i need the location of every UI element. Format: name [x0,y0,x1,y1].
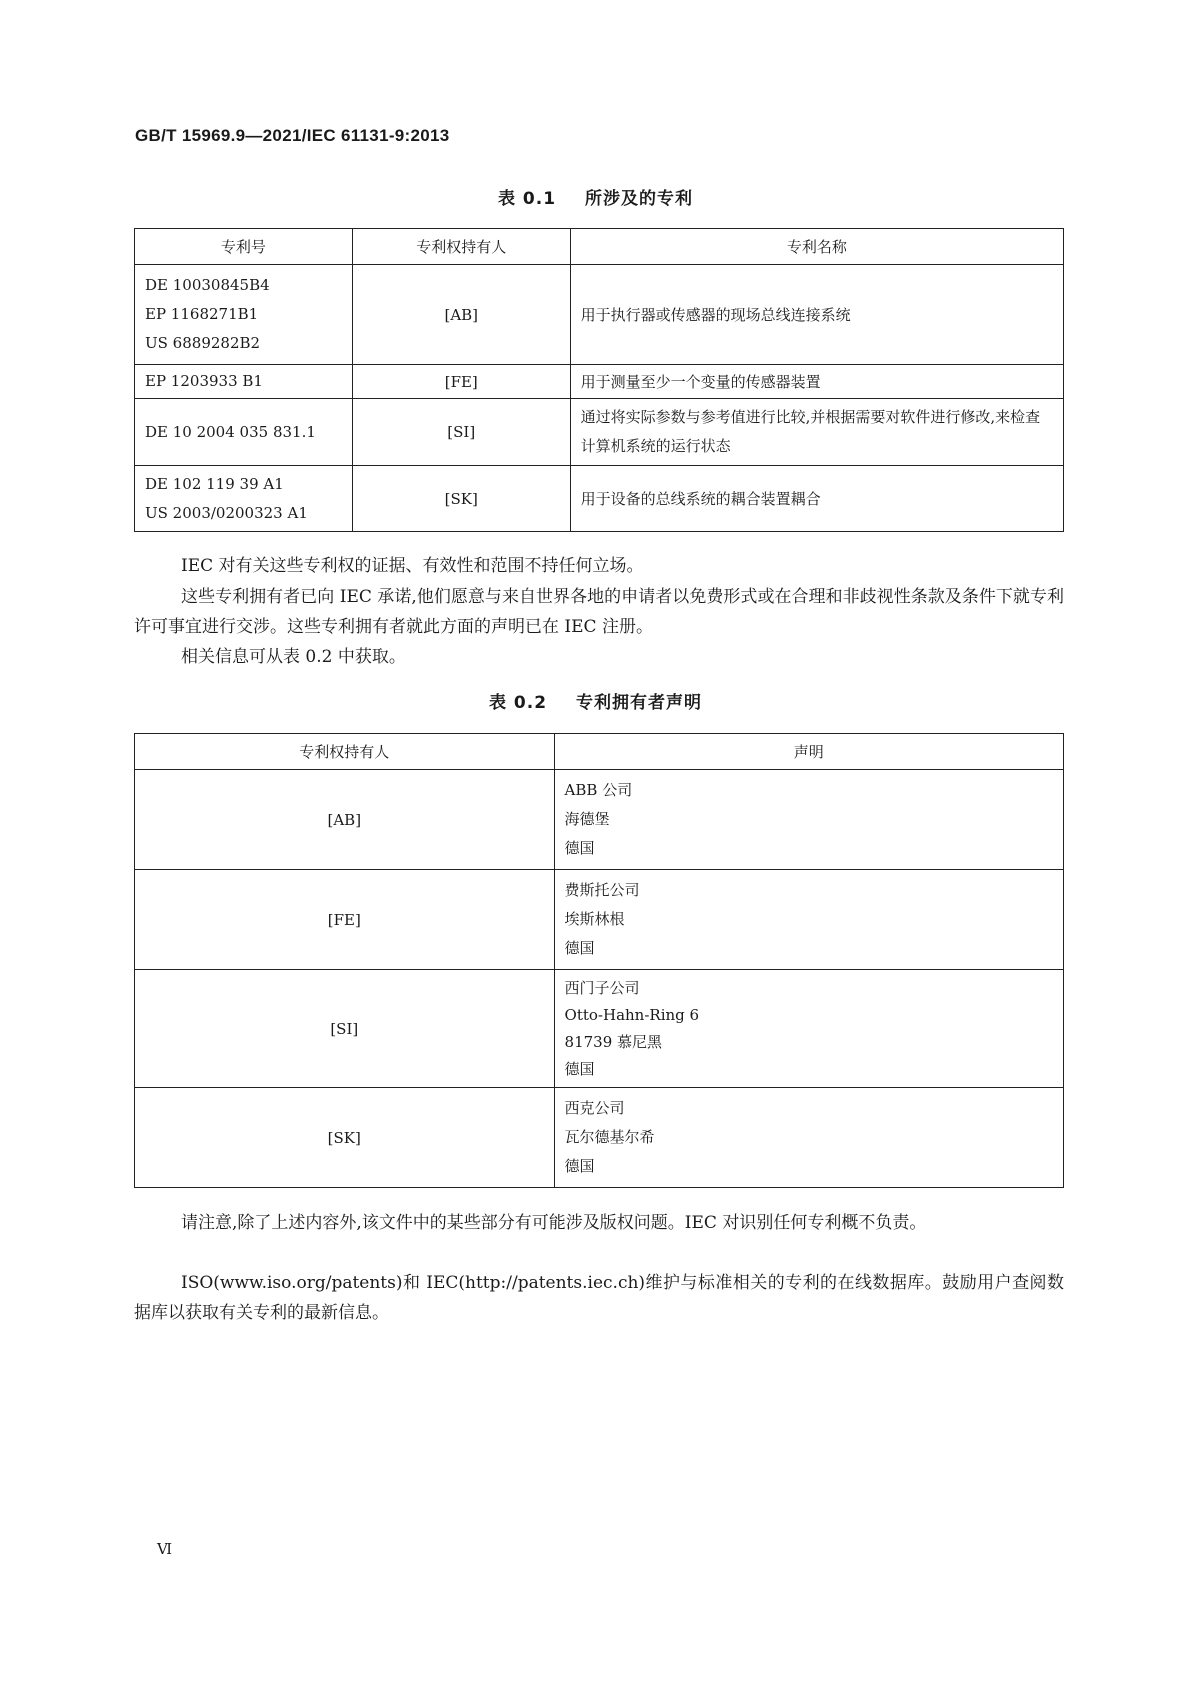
patent-name-cell [570,399,1063,466]
patent-numbers-cell [135,365,353,399]
paragraph: 请注意,除了上述内容外,该文件中的某些部分有可能涉及版权问题。IEC 对识别任何专利概不负责。 [181,1213,927,1233]
patent-numbers-cell [135,399,353,466]
statement-line: 德国 [564,839,595,857]
statement-cell [554,1088,1063,1188]
patents-table-header [135,229,1064,265]
patent-numbers-cell [135,265,353,365]
table1-number: 表 0.1 [498,189,557,209]
patent-name-cell: 用于测量至少一个变量的传感器装置 [570,365,1063,399]
table2-title: 专利拥有者声明 [575,693,702,713]
table1-title: 所涉及的专利 [584,189,693,209]
col-header-statement: 声明 [554,734,1063,770]
table-row [135,265,1064,365]
table-row [135,466,1064,532]
holder-cell: [AB] [352,265,570,365]
table-row [135,365,1064,399]
holder-cell: [SK] [352,466,570,532]
holder-cell: [FE] [135,870,555,970]
holder-cell: [SK] [135,1088,555,1188]
holder-cell: [FE] [352,365,570,399]
statement-line: 德国 [564,1059,595,1078]
page-number: Ⅵ [157,1540,173,1558]
statement-line: 西克公司 [564,1099,625,1117]
paragraph: 相关信息可从表 0.2 中获取。 [181,647,406,667]
table2-caption [0,688,1191,713]
patent-number: EP 1203933 B1 [145,372,263,390]
patent-numbers-cell [135,466,353,532]
statement-line: 瓦尔德基尔希 [564,1128,655,1146]
col-header-patent-name: 专利名称 [570,229,1063,265]
table-row [135,970,1064,1088]
statements-table-header [135,734,1064,770]
holder-cell: [SI] [352,399,570,466]
patents-table [134,228,1064,532]
statements-table [134,733,1064,1188]
col-header-patent-number: 专利号 [135,229,353,265]
statement-line: 海德堡 [564,810,610,828]
patent-number: DE 10 2004 035 831.1 [145,422,316,441]
patent-name-cell: 用于设备的总线系统的耦合装置耦合 [570,466,1063,532]
holder-cell: [AB] [135,770,555,870]
statement-cell [554,770,1063,870]
patent-number: EP 1168271B1 [145,305,259,323]
paragraph: ISO(www.iso.org/patents)和 IEC(http://patents.iec.ch)维护与标准相关的专利的在线数据库。鼓励用户查阅数据库以获取有关专利的最新信息。 [134,1273,1064,1323]
statement-line: 德国 [564,939,595,957]
table-row [135,1088,1064,1188]
table1-caption [0,184,1191,209]
table-row [135,399,1064,466]
holder-cell: [SI] [135,970,555,1088]
statement-line: Otto-Hahn-Ring 6 [564,1005,700,1024]
statement-line: ABB 公司 [564,781,633,799]
statement-line: 埃斯林根 [564,910,625,928]
patent-name-cell: 用于执行器或传感器的现场总线连接系统 [570,265,1063,365]
statement-line: 费斯托公司 [564,881,640,899]
patent-number: DE 10030845B4 [145,276,270,294]
table2-number: 表 0.2 [489,693,548,713]
paragraph: 这些专利拥有者已向 IEC 承诺,他们愿意与来自世界各地的申请者以免费形式或在合理和非歧视性条款及条件下就专利许可事宜进行交涉。这些专利拥有者就此方面的声明已在 IEC 注册。 [134,587,1064,637]
patent-name-text: 通过将实际参数与参考值进行比较,并根据需要对软件进行修改,来检查计算机系统的运行状态 [580,408,1041,455]
col-header-holder: 专利权持有人 [135,734,555,770]
patent-number: DE 102 119 39 A1 [145,474,284,493]
paragraph: IEC 对有关这些专利权的证据、有效性和范围不持任何立场。 [181,556,644,576]
patent-number: US 6889282B2 [145,334,261,352]
statement-cell [554,970,1063,1088]
statement-line: 81739 慕尼黑 [564,1032,663,1051]
col-header-holder: 专利权持有人 [352,229,570,265]
statement-line: 德国 [564,1157,595,1175]
statement-line: 西门子公司 [564,978,640,997]
document-header: GB/T 15969.9—2021/IEC 61131-9:2013 [135,126,450,145]
table-row [135,870,1064,970]
patent-number: US 2003/0200323 A1 [145,503,308,522]
statement-cell [554,870,1063,970]
table-row [135,770,1064,870]
